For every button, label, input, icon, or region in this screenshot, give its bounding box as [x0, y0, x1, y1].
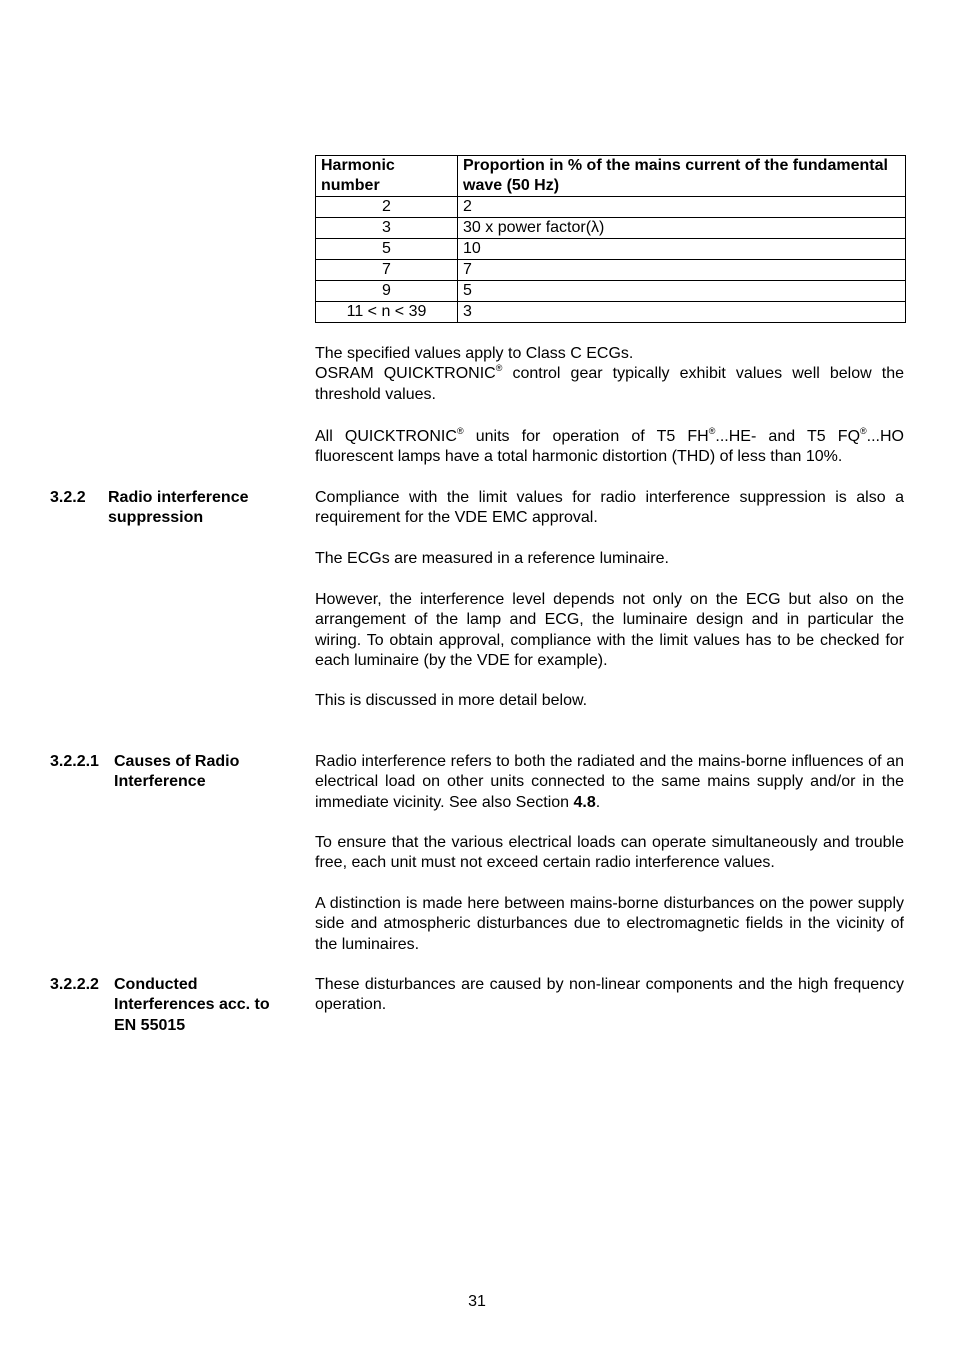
table-row	[316, 281, 906, 302]
table-row	[316, 218, 906, 239]
header-proportion: Proportion in % of the mains current of the fundamental wave (50 Hz)	[458, 156, 906, 197]
section-3-2-2-1-paragraph: To ensure that the various electrical loads can operate simultaneously and trouble free, each unit must not exceed certain radio interference values.	[315, 834, 904, 872]
thd-text-c: ...HE- and T5 FQ	[715, 428, 861, 445]
table-header-row	[316, 156, 906, 197]
thd-text-b: units for operation of T5 FH	[463, 428, 709, 445]
proportion-cell: 2	[458, 197, 906, 218]
section-3-2-2-paragraph: However, the interference level depends not only on the ECG but also on the arrangement of the lamp and ECG, the luminaire design and in particular the wiring. To obtain approval, compliance with the limit values has to be checked for each luminaire (by the VDE for example).	[315, 591, 904, 670]
radio-interference-text: Radio interference refers to both the radiated and the mains-borne influences of an electrical load on other units connected to the same mains supply and/or in the immediate vicinity. See also Section	[315, 753, 904, 811]
proportion-cell: 7	[458, 260, 906, 281]
section-3-2-2-paragraph: The ECGs are measured in a reference luminaire.	[315, 550, 669, 567]
registered-mark: ®	[860, 426, 867, 436]
section-3-2-2-1-paragraph: A distinction is made here between mains-borne disturbances on the power supply side and atmospheric disturbances due to electromagnetic fields in the vicinity of the luminaires.	[315, 895, 904, 953]
section-reference: 4.8	[573, 793, 596, 811]
section-number: 3.2.2	[50, 489, 86, 506]
brand-name: OSRAM QUICKTRONIC	[315, 365, 496, 383]
proportion-cell: 3	[458, 302, 906, 323]
table-row	[316, 260, 906, 281]
section-3-2-2-2-paragraph: These disturbances are caused by non-linear components and the high frequency operation.	[315, 976, 904, 1014]
harmonic-cell: 2	[316, 197, 458, 218]
table-row	[316, 302, 906, 323]
harmonics-table	[315, 155, 906, 323]
section-3-2-2-paragraph: This is discussed in more detail below.	[315, 692, 588, 709]
brand-sentence-rest: control gear typically exhibit values well below the threshold values.	[315, 365, 905, 403]
class-c-sentence: The specified values apply to Class C ECGs.	[315, 345, 634, 362]
harmonic-cell: 5	[316, 239, 458, 260]
page-number: 31	[468, 1293, 486, 1310]
section-heading-3-2-2-2	[50, 975, 300, 1034]
section-reference-tail: .	[595, 793, 601, 811]
section-3-2-2-1-paragraph	[315, 752, 904, 813]
thd-text-a: All QUICKTRONIC	[315, 428, 457, 445]
section-heading-3-2-2-1	[50, 752, 300, 791]
section-3-2-2-paragraph: Compliance with the limit values for radio interference suppression is also a requirement for the VDE EMC approval.	[315, 489, 904, 527]
table-row	[316, 239, 906, 260]
proportion-cell: 10	[458, 239, 906, 260]
proportion-cell: 5	[458, 281, 906, 302]
intro-paragraph-class-c	[315, 344, 904, 405]
harmonic-cell: 3	[316, 218, 458, 239]
table-row	[316, 197, 906, 218]
registered-mark: ®	[708, 426, 716, 436]
header-harmonic-number: Harmonic number	[316, 156, 458, 197]
section-heading-3-2-2	[50, 488, 300, 527]
intro-paragraph-thd	[315, 427, 904, 468]
registered-mark: ®	[495, 363, 503, 374]
section-number: 3.2.2.1	[50, 753, 99, 770]
proportion-cell: 30 x power factor(λ)	[458, 218, 906, 239]
section-number: 3.2.2.2	[50, 976, 99, 993]
section-title: Causes of Radio Interference	[114, 753, 240, 791]
harmonic-cell: 11 < n < 39	[316, 302, 458, 323]
thd-text-d: ...HO fluorescent lamps have a total harmonic distortion (THD) of less than 10%.	[315, 428, 904, 466]
section-title: Conducted Interferences acc. to EN 55015	[114, 976, 270, 1034]
harmonic-cell: 9	[316, 281, 458, 302]
registered-mark: ®	[456, 426, 464, 436]
harmonic-cell: 7	[316, 260, 458, 281]
section-title: Radio interference suppression	[108, 489, 249, 527]
